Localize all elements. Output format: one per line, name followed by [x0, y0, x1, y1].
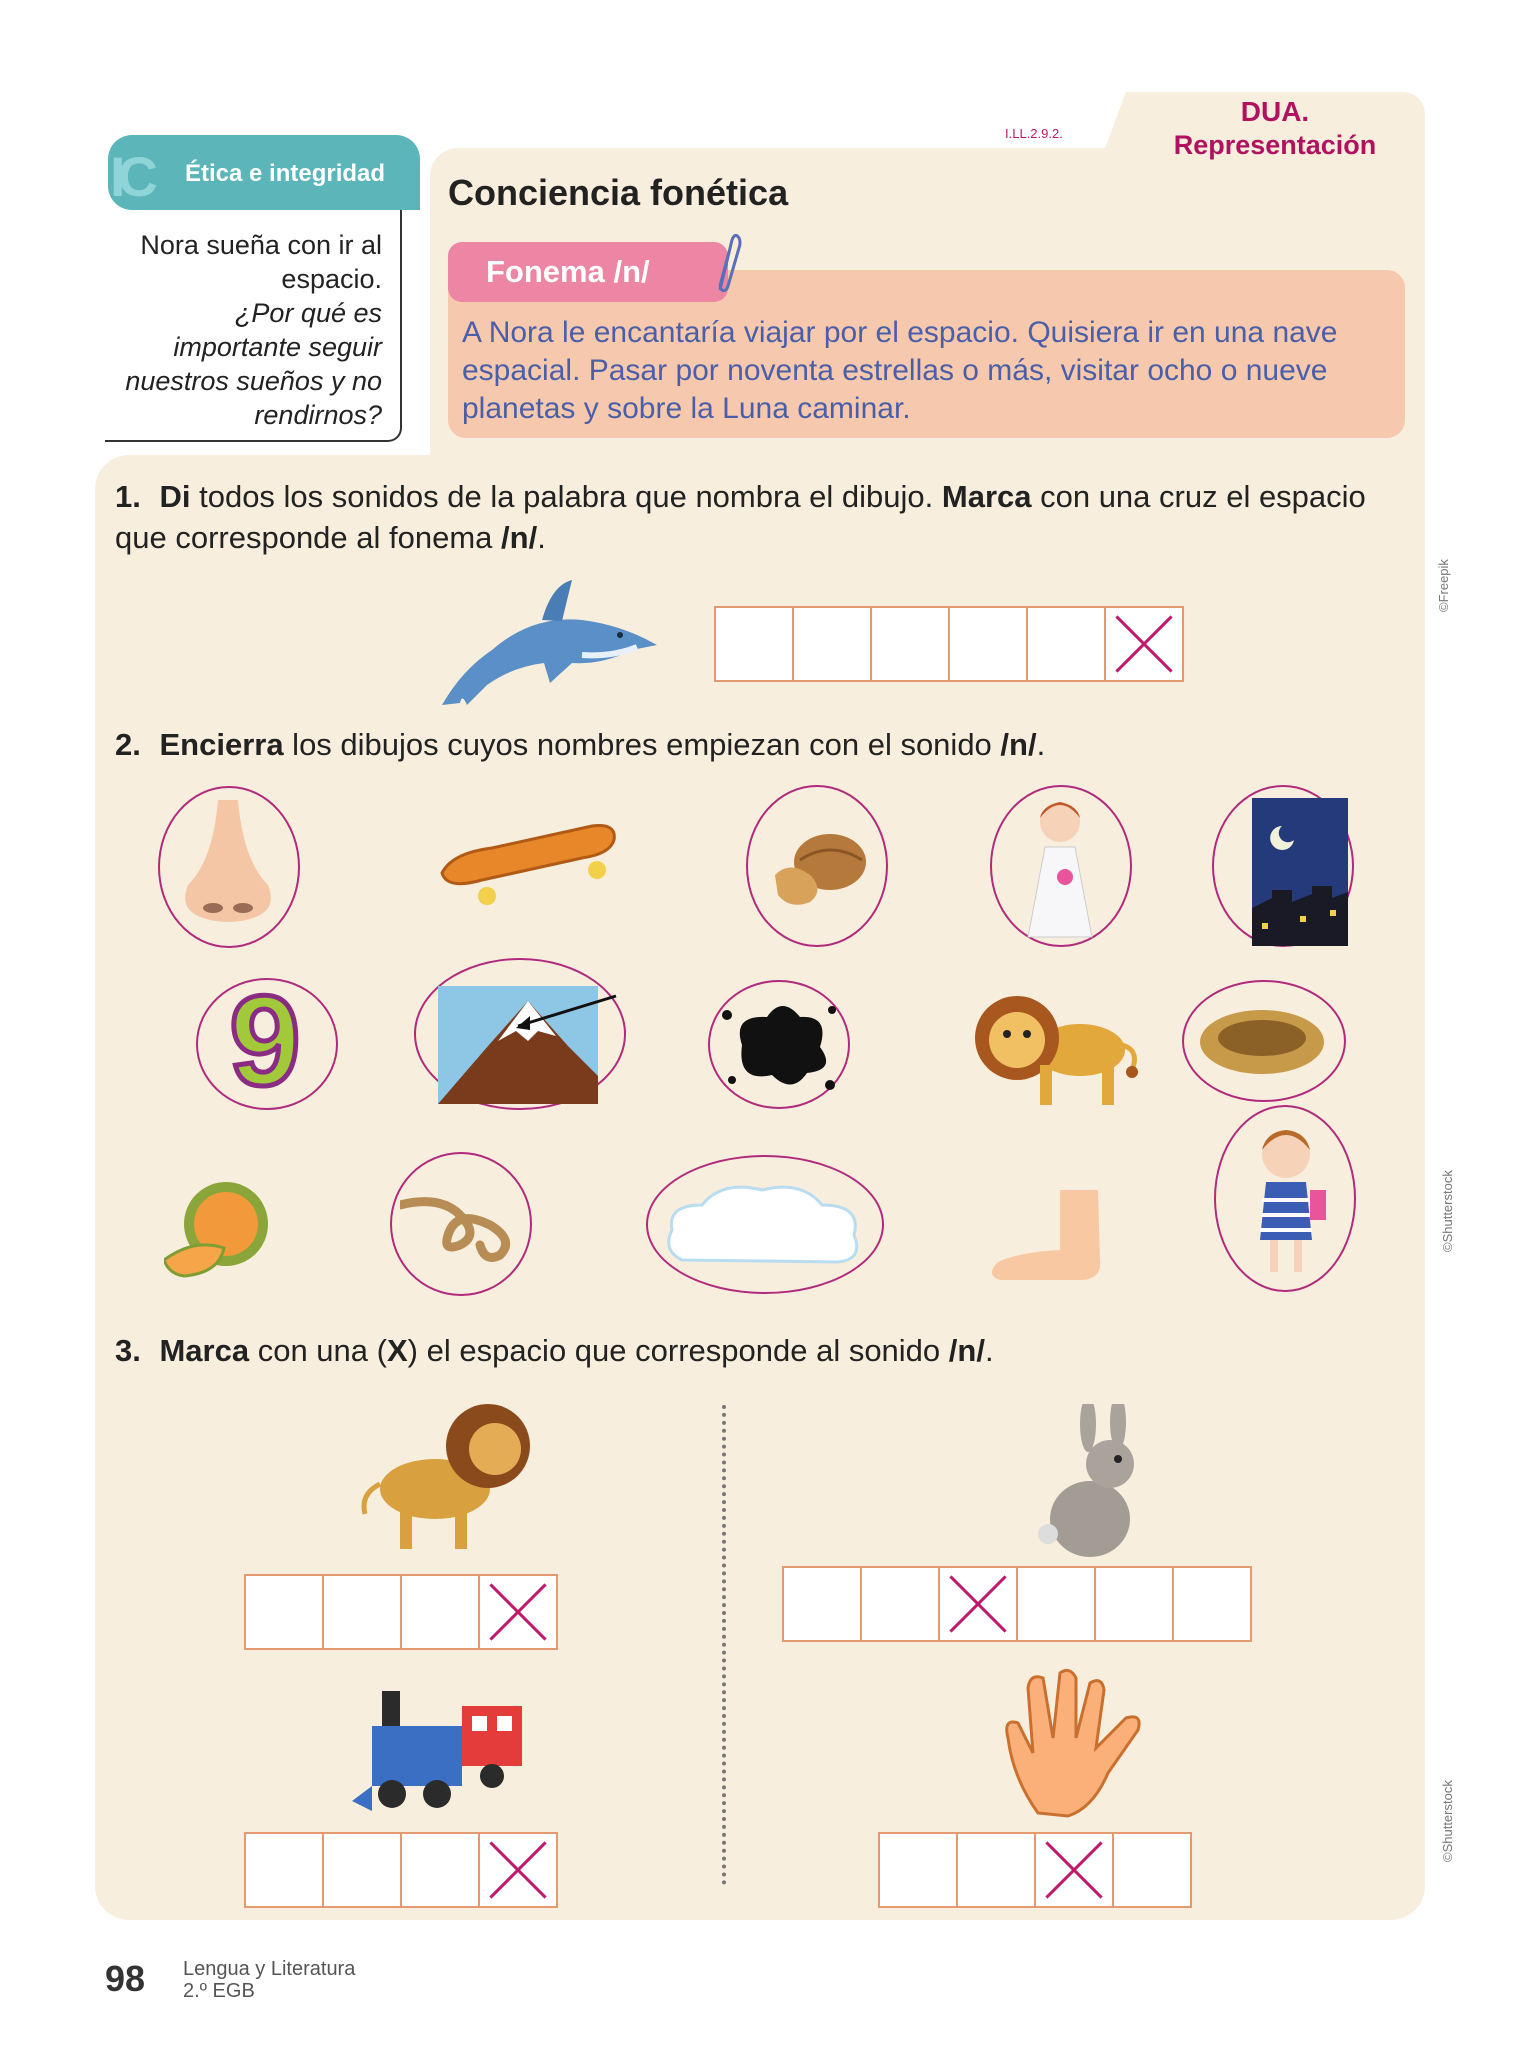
answer-box[interactable] [1172, 1566, 1252, 1642]
paperclip-icon [712, 232, 742, 294]
instruction-text: ) el espacio que corresponde al sonido [407, 1333, 949, 1368]
answer-box[interactable] [1104, 606, 1184, 682]
knot-image [400, 1185, 520, 1265]
instruction-text: con una ( [249, 1333, 387, 1368]
phoneme: /n/ [948, 1333, 985, 1368]
answer-box[interactable] [1094, 1566, 1174, 1642]
answer-box[interactable] [948, 606, 1028, 682]
grade: 2.º EGB [183, 1980, 255, 2002]
fonema-text: A Nora le encantaría viajar por el espacio. Quisiera ir en una nave espacial. Pasar por noventa estrellas o más, visitar ocho o nueve planetas y sobre la Luna caminar. [462, 316, 1338, 425]
answer-box[interactable] [714, 606, 794, 682]
cloud-image [662, 1180, 864, 1270]
skateboard-image [432, 818, 622, 910]
answer-box[interactable] [322, 1574, 402, 1650]
melon-image [164, 1178, 274, 1278]
x-mark: X [386, 1333, 408, 1368]
cross-mark [1106, 608, 1182, 680]
number-nine-image: 9 [229, 970, 301, 1113]
ethics-statement: Nora sueña con ir al espacio. [140, 230, 382, 294]
question-number: 2. [115, 727, 141, 762]
answer-box[interactable] [244, 1832, 324, 1908]
answer-box[interactable] [1034, 1832, 1114, 1908]
answer-box[interactable] [1026, 606, 1106, 682]
walnut-image [770, 830, 870, 910]
section-title: Conciencia fonética [448, 172, 789, 213]
question-number: 1. [115, 479, 141, 514]
ethics-label: Ética e integridad [185, 160, 386, 187]
answer-box[interactable] [870, 606, 950, 682]
answer-box[interactable] [878, 1832, 958, 1908]
punctuation: . [1036, 727, 1046, 762]
instruction-text: los dibujos cuyos nombres empiezan con el sonido [283, 727, 1001, 762]
skill-code: I.LL.2.9.2. [1005, 126, 1063, 141]
cross-mark [1036, 1834, 1112, 1906]
cross-mark [940, 1568, 1016, 1640]
lion-image [972, 990, 1144, 1114]
ethics-question: ¿Por qué es importante seguir nuestros sueños y no rendirnos? [125, 298, 382, 430]
question-2 [115, 724, 1395, 765]
answer-box[interactable] [792, 606, 872, 682]
bride-image [1020, 792, 1100, 940]
q1-answer-boxes [716, 606, 1184, 682]
answer-box[interactable] [478, 1574, 558, 1650]
page-number: 98 [105, 1958, 146, 1999]
answer-box[interactable] [938, 1566, 1018, 1642]
foot-image [990, 1190, 1110, 1282]
dotted-divider [722, 1405, 726, 1885]
instruction-text: con una cruz el espacio que corresponde al fonema [115, 479, 1366, 555]
dua-subtitle: Representación [1173, 130, 1377, 160]
answer-box[interactable] [782, 1566, 862, 1642]
answer-box[interactable] [400, 1574, 480, 1650]
answer-box[interactable] [478, 1832, 558, 1908]
nest-image [1196, 1006, 1328, 1078]
q3-train-boxes [246, 1832, 558, 1908]
cross-mark [480, 1834, 556, 1906]
snowy-mountain-image [438, 986, 618, 1104]
question-number: 3. [115, 1333, 141, 1368]
question-1 [115, 476, 1395, 558]
answer-box[interactable] [322, 1832, 402, 1908]
credit-shutterstock: ©Shutterstock [1440, 1170, 1455, 1252]
q3-lion-boxes [246, 1574, 558, 1650]
fonema-label: Fonema /n/ [486, 254, 650, 289]
subject-name: Lengua y Literatura [183, 1958, 356, 1980]
verb: Marca [941, 479, 1032, 514]
punctuation: . [984, 1333, 994, 1368]
question-3 [115, 1330, 1395, 1371]
credit-freepik: ©Freepik [1436, 559, 1451, 612]
ink-stain-image [712, 985, 846, 1100]
answer-box[interactable] [860, 1566, 940, 1642]
credit-shutterstock: ©Shutterstock [1440, 1780, 1455, 1862]
phoneme: /n/ [1000, 727, 1037, 762]
girl-image [1240, 1120, 1332, 1280]
answer-box[interactable] [400, 1832, 480, 1908]
cross-mark [480, 1576, 556, 1648]
answer-box[interactable] [1112, 1832, 1192, 1908]
answer-box[interactable] [956, 1832, 1036, 1908]
verb: Marca [159, 1333, 250, 1368]
verb: Di [159, 479, 191, 514]
q3-rabbit-boxes [784, 1566, 1252, 1642]
ethics-text [110, 228, 382, 432]
night-image [1252, 798, 1348, 946]
q3-hand-boxes [880, 1832, 1192, 1908]
dolphin-image [432, 575, 664, 715]
train-image [352, 1676, 537, 1816]
hand-image [998, 1668, 1150, 1818]
rabbit-image [1030, 1404, 1150, 1562]
phoneme: /n/ [501, 520, 538, 555]
answer-box[interactable] [1016, 1566, 1096, 1642]
ic-logo: IC [110, 145, 150, 208]
verb: Encierra [159, 727, 284, 762]
answer-box[interactable] [244, 1574, 324, 1650]
footer-subject [183, 1958, 355, 2002]
dua-title: DUA. [1240, 96, 1310, 127]
punctuation: . [537, 520, 546, 555]
instruction-text: todos los sonidos de la palabra que nombra el dibujo. [190, 479, 942, 514]
nose-image [178, 800, 278, 928]
lion-image [360, 1394, 540, 1552]
